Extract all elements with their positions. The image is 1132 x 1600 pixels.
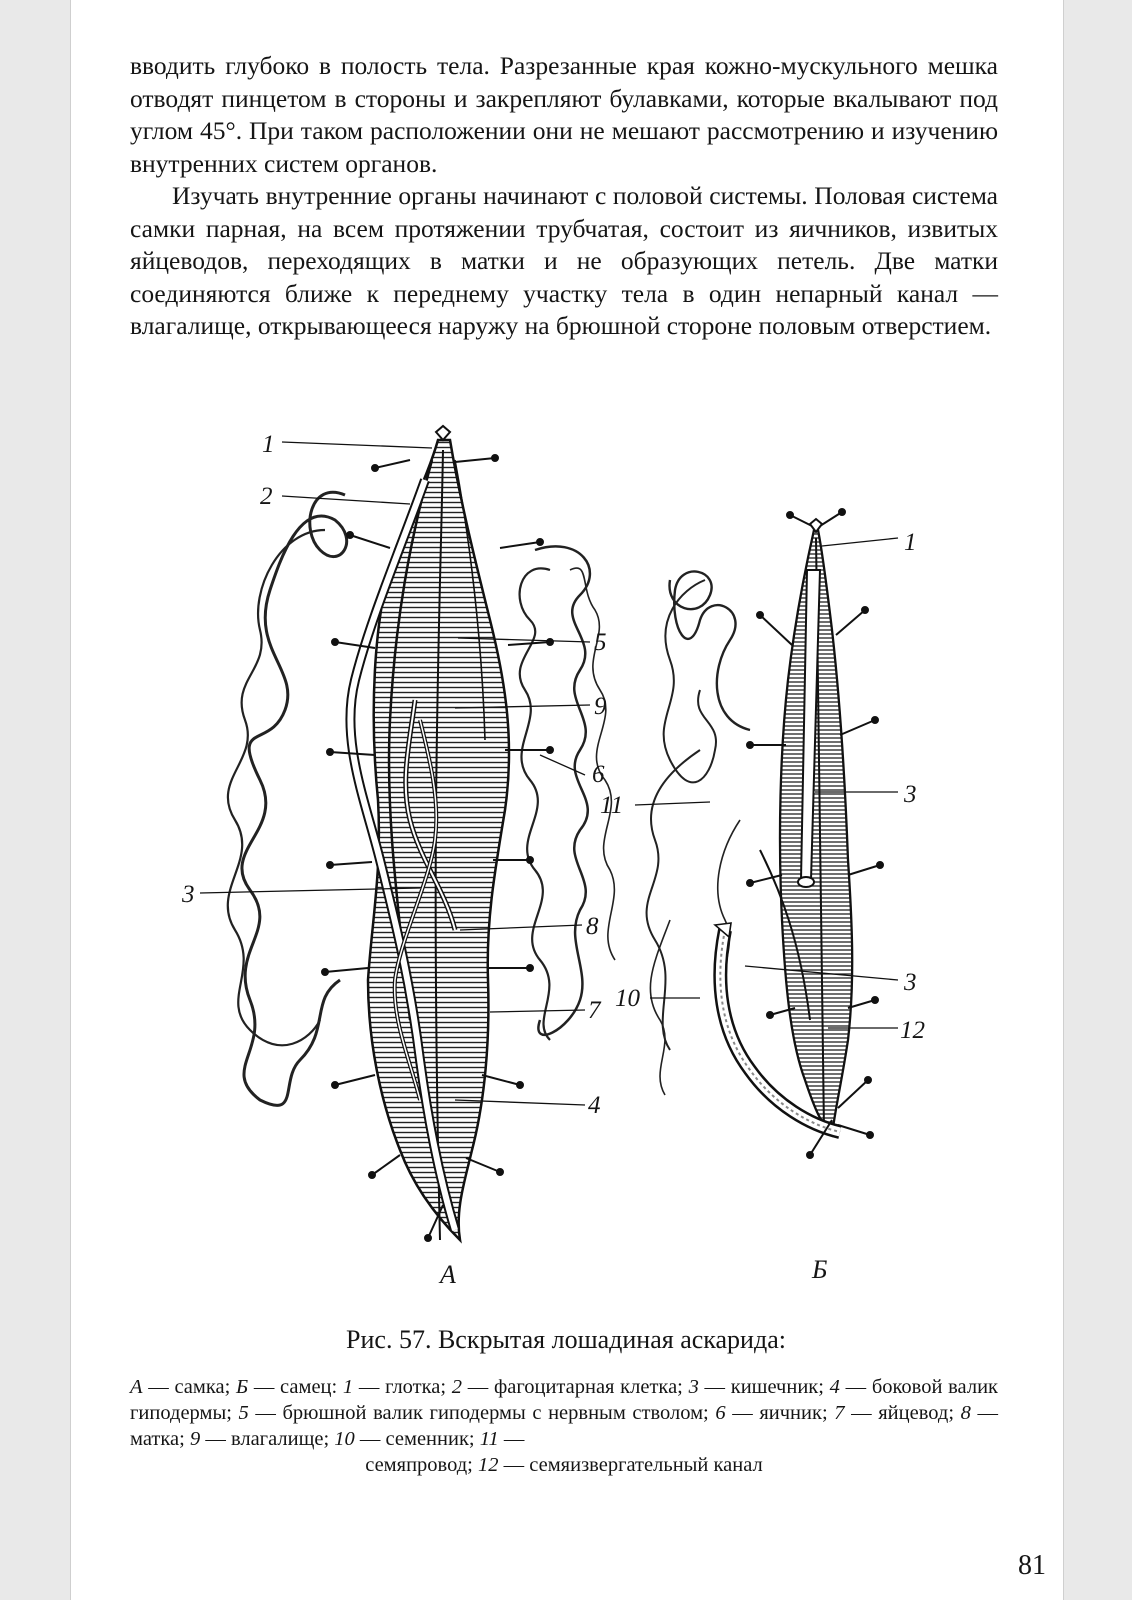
page-number: 81 — [1018, 1550, 1046, 1581]
label-b-3-gut: 3 — [904, 781, 917, 808]
legend-b: Б — [236, 1376, 249, 1398]
legend-number: 2 — [451, 1376, 463, 1398]
figure-caption-title: Рис. 57. Вскрытая лошадиная аскарида: — [346, 1325, 786, 1354]
legend-number: 9 — [189, 1428, 201, 1450]
legend-number: 7 — [834, 1402, 845, 1424]
panel-a-letter: А — [440, 1260, 456, 1289]
legend-number: 12 — [478, 1454, 499, 1476]
label-b-1: 1 — [904, 529, 917, 556]
legend-text: — боковой валик гиподермы; — [130, 1376, 998, 1424]
legend-text: — матка; — [130, 1402, 998, 1450]
label-b-10: 10 — [615, 985, 640, 1012]
panel-b-male — [600, 509, 925, 1284]
label-b-3-lower: 3 — [904, 969, 917, 996]
paragraph-2: Изучать внутренние органы начинают с половой системы. Половая система самки парная, на всем протяжении трубчатая, состоит из яичников, извитых яйцеводов, переходящих в матки и не образующих петель. Две матки соединяются ближе к переднему участку тела в один непарный канал — влагалище, открывающееся наружу на брюшной стороне половым отверстием. — [130, 181, 998, 340]
legend-text: — семенник; — [354, 1428, 480, 1450]
label-a-4: 4 — [588, 1092, 601, 1119]
legend-number: 1 — [342, 1376, 354, 1398]
legend-text: — яйцевод; — [844, 1402, 961, 1424]
legend-last-line — [130, 1452, 998, 1478]
legend-number: 5 — [238, 1402, 249, 1424]
legend-text: — яичник; — [725, 1402, 835, 1424]
legend-number: 6 — [715, 1402, 726, 1424]
legend-text: — самец: — [248, 1376, 343, 1398]
legend-text: — брюшной валик гиподермы с нервным стволом; — [248, 1402, 716, 1424]
body-text — [130, 50, 998, 343]
legend-number: 8 — [960, 1402, 971, 1424]
legend-text: — — [498, 1428, 525, 1450]
legend-text: — глотка; — [353, 1376, 452, 1398]
label-a-2: 2 — [260, 483, 273, 510]
label-a-7: 7 — [588, 997, 601, 1024]
label-b-12: 12 — [900, 1017, 925, 1044]
label-a-3: 3 — [182, 881, 195, 908]
legend-number: 3 — [688, 1376, 699, 1398]
panel-a-female — [181, 426, 615, 1289]
legend-number: 11 — [479, 1428, 499, 1450]
label-a-9: 9 — [594, 693, 607, 720]
label-a-1: 1 — [262, 431, 275, 458]
figure-legend — [130, 1374, 998, 1478]
legend-text: — фагоцитарная клетка; — [462, 1376, 689, 1398]
paragraph-1: вводить глубоко в полость тела. Разрезанные края кожно-мускульного мешка отводят пинцетом в стороны и закрепляют булавками, которые вкалывают под углом 45°. При таком расположении они не мешают рассмотрению и изучению внутренних систем органов. — [130, 51, 998, 178]
ascarid-illustration — [110, 420, 925, 1310]
label-a-6: 6 — [592, 761, 605, 788]
legend-number: 10 — [334, 1428, 355, 1450]
figure-ascarid — [110, 420, 925, 1310]
legend-text: — самка; — [142, 1376, 237, 1398]
legend-text: — влагалище; — [200, 1428, 335, 1450]
label-b-11: 11 — [600, 792, 624, 819]
label-a-5: 5 — [594, 629, 607, 656]
legend-text: — кишечник; — [698, 1376, 830, 1398]
panel-b-letter: Б — [812, 1255, 828, 1284]
label-a-8: 8 — [586, 913, 599, 940]
legend-number: 4 — [829, 1376, 840, 1398]
legend-text: — семяизвергательный канал — [498, 1454, 763, 1476]
legend-text: семяпровод; — [365, 1454, 478, 1476]
legend-a: А — [130, 1376, 143, 1398]
